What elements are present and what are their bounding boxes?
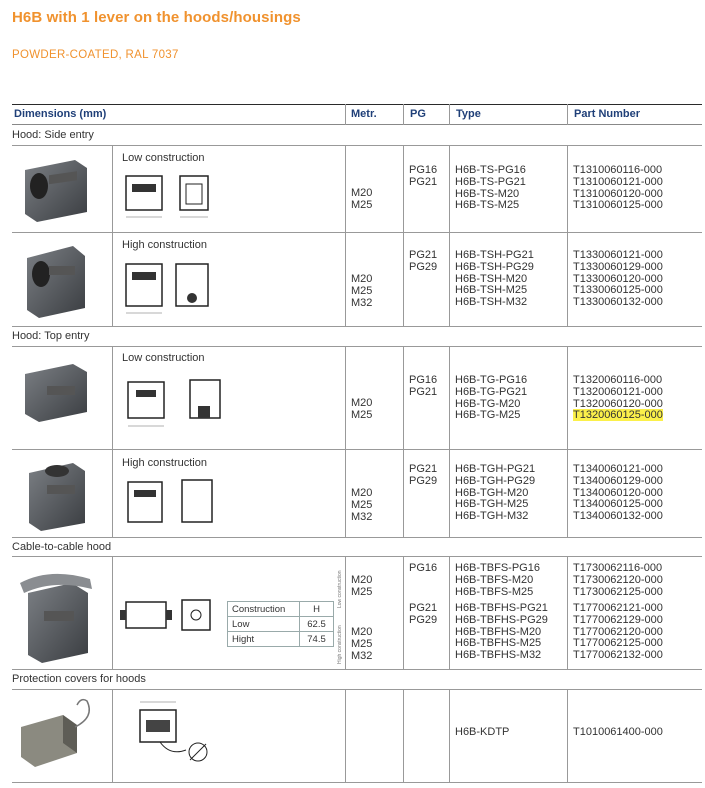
hood-top-high-drawing	[118, 474, 223, 530]
hood-side-low-photo	[15, 150, 95, 225]
pg-cell: PG16	[409, 562, 438, 574]
hood-side-high-photo	[15, 238, 95, 320]
metr-cell: M20 M25 M32	[351, 487, 373, 523]
vertical-label-low: Low construction	[337, 570, 343, 608]
hood-side-high-drawing	[118, 258, 223, 318]
construction-label: Low construction	[122, 352, 205, 364]
pg-cell: PG16 PG21	[409, 164, 438, 188]
pg-cell: PG21 PG29	[409, 463, 438, 487]
cable-hood-photo	[10, 563, 105, 667]
section-side-entry: Hood: Side entry	[12, 129, 94, 141]
ct-header-h: H	[300, 602, 334, 617]
section-protection-covers: Protection covers for hoods	[12, 673, 146, 685]
part-cell: T1340060121-000 T1340060129-000 T1340060120-000 T1340060125-000 T1340060132-000	[573, 463, 663, 523]
highlighted-part-number: T1320060125-000	[573, 409, 663, 422]
section-top-entry: Hood: Top entry	[12, 330, 90, 342]
type-cell: H6B-TBFHS-PG21 H6B-TBFHS-PG29 H6B-TBFHS-M20 H6B-TBFHS-M25 H6B-TBFHS-M32	[455, 602, 548, 662]
ct-row-label: Low	[228, 617, 300, 632]
metr-cell: M20 M25 M32	[351, 273, 373, 309]
col-pg: PG	[410, 108, 426, 120]
hood-side-low-drawing	[118, 170, 223, 222]
hood-top-low-photo	[15, 352, 95, 424]
cable-hood-drawing	[118, 590, 218, 645]
construction-label: High construction	[122, 457, 207, 469]
part-cell: T1730062116-000 T1730062120-000 T1730062125-000	[573, 562, 663, 598]
part-cell: T1010061400-000	[573, 726, 663, 738]
ct-header-construction: Construction	[228, 602, 300, 617]
pg-cell: PG16 PG21	[409, 374, 438, 398]
pg-cell: PG21 PG29	[409, 249, 438, 273]
metr-cell: M20 M25 M32	[351, 626, 373, 662]
metr-cell: M20 M25	[351, 574, 373, 598]
col-metr: Metr.	[351, 108, 377, 120]
table-header	[12, 104, 702, 125]
page-subtitle: POWDER-COATED, RAL 7037	[12, 49, 179, 61]
construction-label: Low construction	[122, 152, 205, 164]
type-cell: H6B-TG-PG16 H6B-TG-PG21 H6B-TG-M20 H6B-TG-M25	[455, 374, 528, 422]
type-cell: H6B-TS-PG16 H6B-TS-PG21 H6B-TS-M20 H6B-TS-M25	[455, 164, 526, 212]
col-part-number: Part Number	[574, 108, 641, 120]
protection-cover-drawing	[130, 694, 220, 774]
ct-row-value: 74.5	[300, 632, 334, 647]
hood-top-low-drawing	[118, 370, 233, 432]
metr-cell: M20 M25	[351, 187, 373, 211]
vertical-label-high: High construction	[337, 625, 343, 664]
section-cable-hood: Cable-to-cable hood	[12, 541, 112, 553]
part-cell: T1330060121-000 T1330060129-000 T1330060120-000 T1330060125-000 T1330060132-000	[573, 249, 663, 309]
protection-cover-photo	[15, 697, 100, 777]
construction-height-table	[227, 601, 334, 647]
part-cell: T1770062121-000 T1770062129-000 T1770062120-000 T1770062125-000 T1770062132-000	[573, 602, 663, 662]
part-cell: T1320060116-000 T1320060121-000 T1320060120-000 T1320060125-000	[573, 374, 663, 422]
type-cell: H6B-KDTP	[455, 726, 510, 738]
type-cell: H6B-TSH-PG21 H6B-TSH-PG29 H6B-TSH-M20 H6B-TSH-M25 H6B-TSH-M32	[455, 249, 534, 309]
hood-top-high-photo	[15, 453, 95, 533]
ct-row-label: Hight	[228, 632, 300, 647]
type-cell: H6B-TGH-PG21 H6B-TGH-PG29 H6B-TGH-M20 H6B-TGH-M25 H6B-TGH-M32	[455, 463, 536, 523]
pg-cell: PG21 PG29	[409, 602, 438, 626]
metr-cell: M20 M25	[351, 397, 373, 421]
col-dimensions: Dimensions (mm)	[14, 108, 107, 120]
part-cell: T1310060116-000 T1310060121-000 T1310060120-000 T1310060125-000	[573, 164, 663, 212]
page-title: H6B with 1 lever on the hoods/housings	[12, 9, 301, 26]
ct-row-value: 62.5	[300, 617, 334, 632]
construction-label: High construction	[122, 239, 207, 251]
col-type: Type	[456, 108, 481, 120]
type-cell: H6B-TBFS-PG16 H6B-TBFS-M20 H6B-TBFS-M25	[455, 562, 540, 598]
